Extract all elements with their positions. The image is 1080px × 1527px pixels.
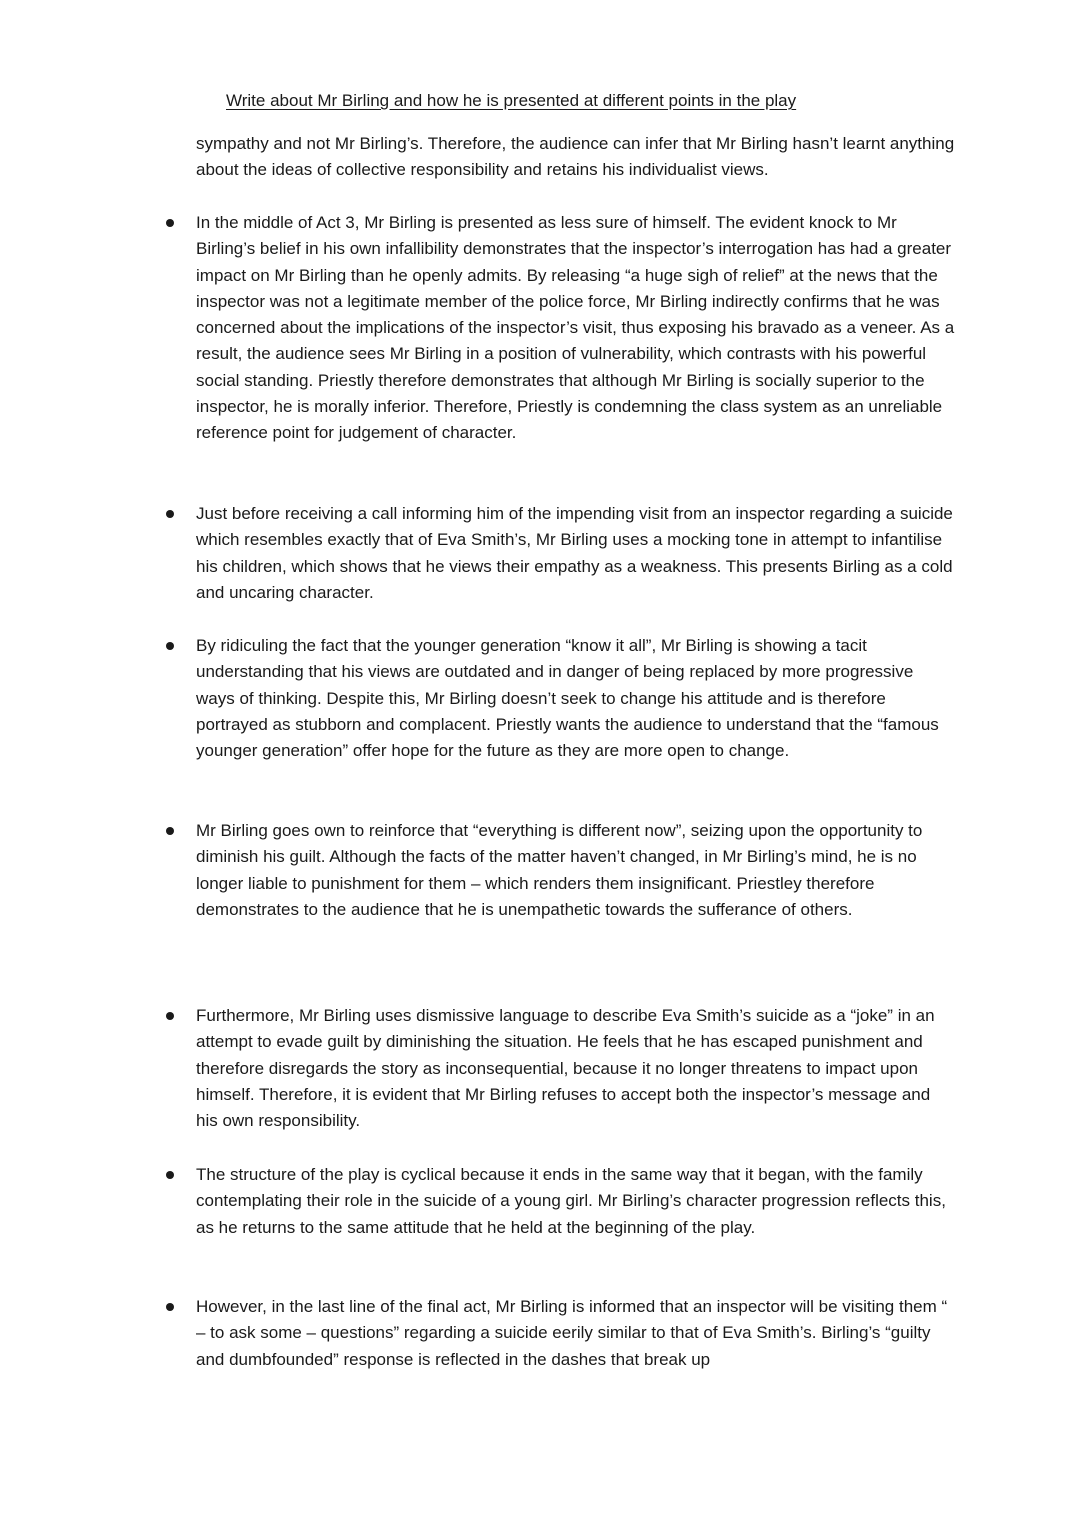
bullet-paragraph-mocking-tone: Just before receiving a call informing him of the impending visit from an inspector regarding a suicide which resembles exactly that of Eva Smith’s, Mr Birling uses a mocking tone in attempt to infantilise his children, which shows that he views their empathy as a weakness. This presents Birling as a cold and uncaring character. <box>196 504 953 602</box>
bullet-dot <box>166 1303 174 1311</box>
bullet-paragraph-final-act: However, in the last line of the final act, Mr Birling is informed that an inspector will be visiting them “ – to ask some – questions” regarding a suicide eerily similar to that of Eva Smith’s. Birling’s “guilty and dumbfounded” response is reflected in the dashes that break up <box>196 1297 948 1369</box>
bullet-dot <box>166 219 174 227</box>
bullet-paragraph-act3: In the middle of Act 3, Mr Birling is presented as less sure of himself. The evident knock to Mr Birling’s belief in his own infallibility demonstrates that the inspector’s interrogation has had a greater impact on Mr Birling than he openly admits. By releasing “a huge sigh of relief” at the news that the inspector was not a legitimate member of the police force, Mr Birling indirectly confirms that he was concerned about the implications of the inspector’s visit, thus exposing his bravado as a veneer. As a result, the audience sees Mr Birling in a position of vulnerability, which contrasts with his powerful social standing. Priestly therefore demonstrates that although Mr Birling is socially superior to the inspector, he is morally inferior. Therefore, Priestly is condemning the class system as an unreliable reference point for judgement of character. <box>196 213 955 443</box>
bullet-dot <box>166 642 174 650</box>
intro-paragraph: sympathy and not Mr Birling’s. Therefore, the audience can infer that Mr Birling hasn’t learnt anything about the ideas of collective responsibility and retains his individualist views. <box>196 134 955 180</box>
bullet-paragraph-younger-generation: By ridiculing the fact that the younger generation “know it all”, Mr Birling is showing a tacit understanding that his views are outdated and in danger of being replaced by more progressive ways of thinking. Despite this, Mr Birling doesn’t seek to change his attitude and is therefore portrayed as stubborn and complacent. Priestly wants the audience to understand that the “famous younger generation” offer hope for the future as they are more open to change. <box>196 636 939 761</box>
bullet-dot <box>166 1012 174 1020</box>
bullet-dot <box>166 1171 174 1179</box>
bullet-dot <box>166 510 174 518</box>
bullet-dot <box>166 827 174 835</box>
document-title: Write about Mr Birling and how he is presented at different points in the play <box>226 91 797 110</box>
bullet-paragraph-everything-different: Mr Birling goes own to reinforce that “everything is different now”, seizing upon the opportunity to diminish his guilt. Although the facts of the matter haven’t changed, in Mr Birling’s mind, he is no longer liable to punishment for them – which renders them insignificant. Priestley therefore demonstrates to the audience that he is unempathetic towards the sufferance of others. <box>196 821 923 919</box>
bullet-paragraph-cyclical-structure: The structure of the play is cyclical because it ends in the same way that it began, with the family contemplating their role in the suicide of a young girl. Mr Birling’s character progression reflects this, as he returns to the same attitude that he held at the beginning of the play. <box>196 1165 946 1237</box>
bullet-paragraph-dismissive-language: Furthermore, Mr Birling uses dismissive language to describe Eva Smith’s suicide as a “joke” in an attempt to evade guilt by diminishing the situation. He feels that he has escaped punishment and therefore disregards the story as inconsequential, because it no longer threatens to impact upon himself. Therefore, it is evident that Mr Birling refuses to accept both the inspector’s message and his own responsibility. <box>196 1006 935 1131</box>
